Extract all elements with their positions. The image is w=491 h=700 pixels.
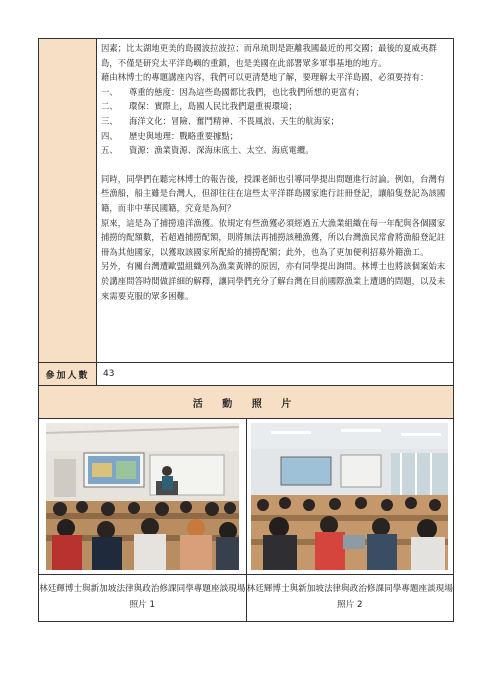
classroom-photo-2	[251, 423, 448, 570]
attendance-row	[39, 363, 453, 386]
attendance-label: 參加人數	[39, 363, 97, 385]
photos-header: 活 動 照 片	[39, 386, 453, 419]
photo-caption-1: 林廷輝博士與新加坡法律與政治修課同學專題座談現場照片 1	[39, 584, 246, 610]
content-row	[39, 39, 453, 363]
report-table	[38, 38, 454, 622]
label-cell-empty	[39, 39, 97, 362]
paragraph: 原來，這是為了捕撈遠洋漁獲。依規定有些漁獲必須經過五大漁業組織在每一年配與各個國家捕撈的配額數，若超過捕撈配額，則將無法再捕撈該種漁獲，所以台灣漁民常會將漁船登記註冊為其他國家，以獲取該國家所配給的捕撈配額；此外，也為了更加便利招募外籍漁工。	[101, 217, 446, 257]
photo-caption-2: 林廷輝博士與新加坡法律與政治修課同學專題座談現場照片 2	[246, 575, 454, 621]
photos-row	[39, 419, 453, 575]
classroom-photo-1	[46, 423, 239, 570]
paragraph: 另外，有關台灣遭歐盟組織列為漁業黃牌的原因，亦有同學提出詢問。林博士也將該個案始末於講座問答時間做詳細的解釋，讓同學們充分了解台灣在目前國際漁業上遭遇的問題，以及未來需要克服的眾多困難。	[101, 261, 446, 301]
spacer	[101, 158, 449, 172]
list-item: 三、 海洋文化：冒險、奮鬥精神、不畏風浪、天生的航海家；	[101, 115, 339, 126]
photo-cell	[39, 419, 246, 574]
list-item: 四、 歷史與地理：戰略重要據點；	[101, 130, 239, 141]
paragraph: 同時，同學們在聽完林博士的報告後，授課老師也引導同學提出問題進行討論。例如，台灣有些漁船，船主雖是台灣人，但卻往往在這些太平洋群島國家進行註冊登記，讓船隻登記為該國籍，而非中華民國籍，究竟是為何？	[101, 173, 446, 213]
photo-cell	[246, 419, 454, 574]
paragraph: 因素；比太湖地更美的島國波拉波拉；而帛琉則是距離我國最近的邦交國；最後的夏威夷群島，不僅是研究太平洋島嶼的重鎮，也是美國在此部署眾多軍事基地的地方。	[101, 43, 437, 68]
paragraph: 藉由林博士的專題講座內容，我們可以更清楚地了解，要理解太平洋島國，必須要持有：	[101, 72, 429, 83]
list-item: 一、 尊重的態度：因為這些島國都比我們，也比我們所想的更富有；	[101, 86, 365, 97]
attendance-value: 43	[103, 369, 115, 379]
list-item: 二、 環保：實際上，島國人民比我們還重視環境；	[101, 101, 297, 112]
report-content	[97, 39, 453, 362]
list-item: 五、 資源：漁業資源、深海床底土、太空、海底電纜。	[101, 145, 314, 156]
captions-row	[39, 575, 453, 621]
